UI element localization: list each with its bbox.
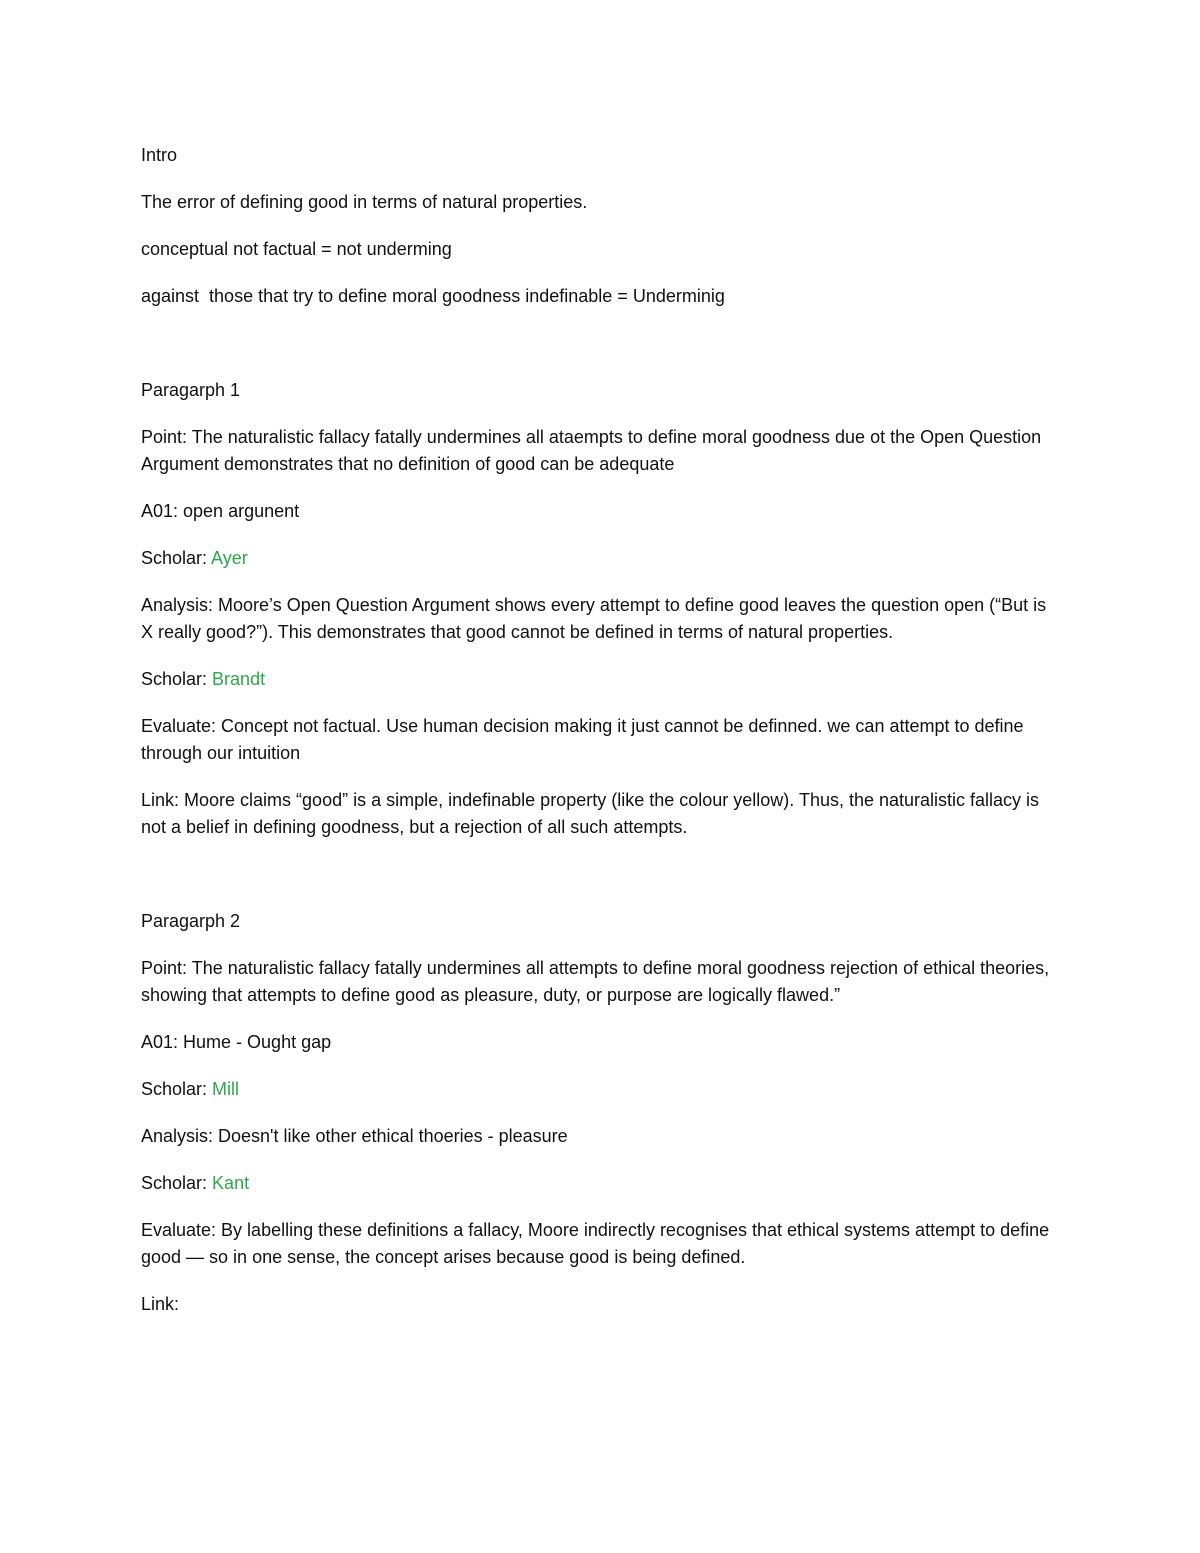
intro-line: The error of defining good in terms of natural properties. xyxy=(141,192,588,212)
intro-heading: Intro xyxy=(141,145,178,165)
scholar-label: Scholar: xyxy=(141,548,212,568)
paragraph2-scholar-kant xyxy=(141,1170,1061,1197)
paragraph1-evaluate: Evaluate: Concept not factual. Use human decision making it just cannot be definned. we can attempt to define through our intuition xyxy=(141,716,1029,763)
paragraph1-scholar-brandt xyxy=(141,666,1061,693)
paragraph2-ao1: A01: Hume - Ought gap xyxy=(141,1032,332,1052)
scholar-name: Brandt xyxy=(212,669,266,689)
paragraph2-evaluate: Evaluate: By labelling these definitions a fallacy, Moore indirectly recognises that ethical systems attempt to define good — so in one sense, the concept arises because good is being defined. xyxy=(141,1220,1055,1267)
paragraph2-link: Link: xyxy=(141,1294,180,1314)
intro-line: conceptual not factual = not underming xyxy=(141,239,452,259)
scholar-name: Mill xyxy=(212,1079,240,1099)
scholar-name: Ayer xyxy=(211,548,248,568)
document-body xyxy=(141,142,1061,1338)
paragraph1-ao1: A01: open argunent xyxy=(141,501,300,521)
paragraph2-analysis: Analysis: Doesn't like other ethical thoeries - pleasure xyxy=(141,1126,568,1146)
scholar-label: Scholar: xyxy=(141,1079,213,1099)
paragraph2-scholar-mill xyxy=(141,1076,1061,1103)
scholar-label: Scholar: xyxy=(141,1173,213,1193)
paragraph1-scholar-ayer xyxy=(141,545,1061,572)
paragraph2-point: Point: The naturalistic fallacy fatally undermines all attempts to define moral goodness rejection of ethical theories, showing that attempts to define good as pleasure, duty, or purpose are logically flawed.” xyxy=(141,958,1055,1005)
paragraph1-link: Link: Moore claims “good” is a simple, indefinable property (like the colour yellow). Thus, the naturalistic fallacy is not a belief in defining goodness, but a rejection of all such attempts. xyxy=(141,790,1045,837)
spacer xyxy=(141,330,1061,377)
paragraph1-heading: Paragarph 1 xyxy=(141,380,241,400)
scholar-label: Scholar: xyxy=(141,669,213,689)
intro-line: against those that try to define moral goodness indefinable = Underminig xyxy=(141,286,725,306)
paragraph2-heading: Paragarph 2 xyxy=(141,911,241,931)
paragraph1-analysis: Analysis: Moore’s Open Question Argument shows every attempt to define good leaves the question open (“But is X really good?”). This demonstrates that good cannot be defined in terms of natural properties. xyxy=(141,595,1052,642)
scholar-name: Kant xyxy=(212,1173,250,1193)
paragraph1-point: Point: The naturalistic fallacy fatally undermines all ataempts to define moral goodness due ot the Open Question Argument demonstrates that no definition of good can be adequate xyxy=(141,427,1046,474)
spacer xyxy=(141,861,1061,908)
